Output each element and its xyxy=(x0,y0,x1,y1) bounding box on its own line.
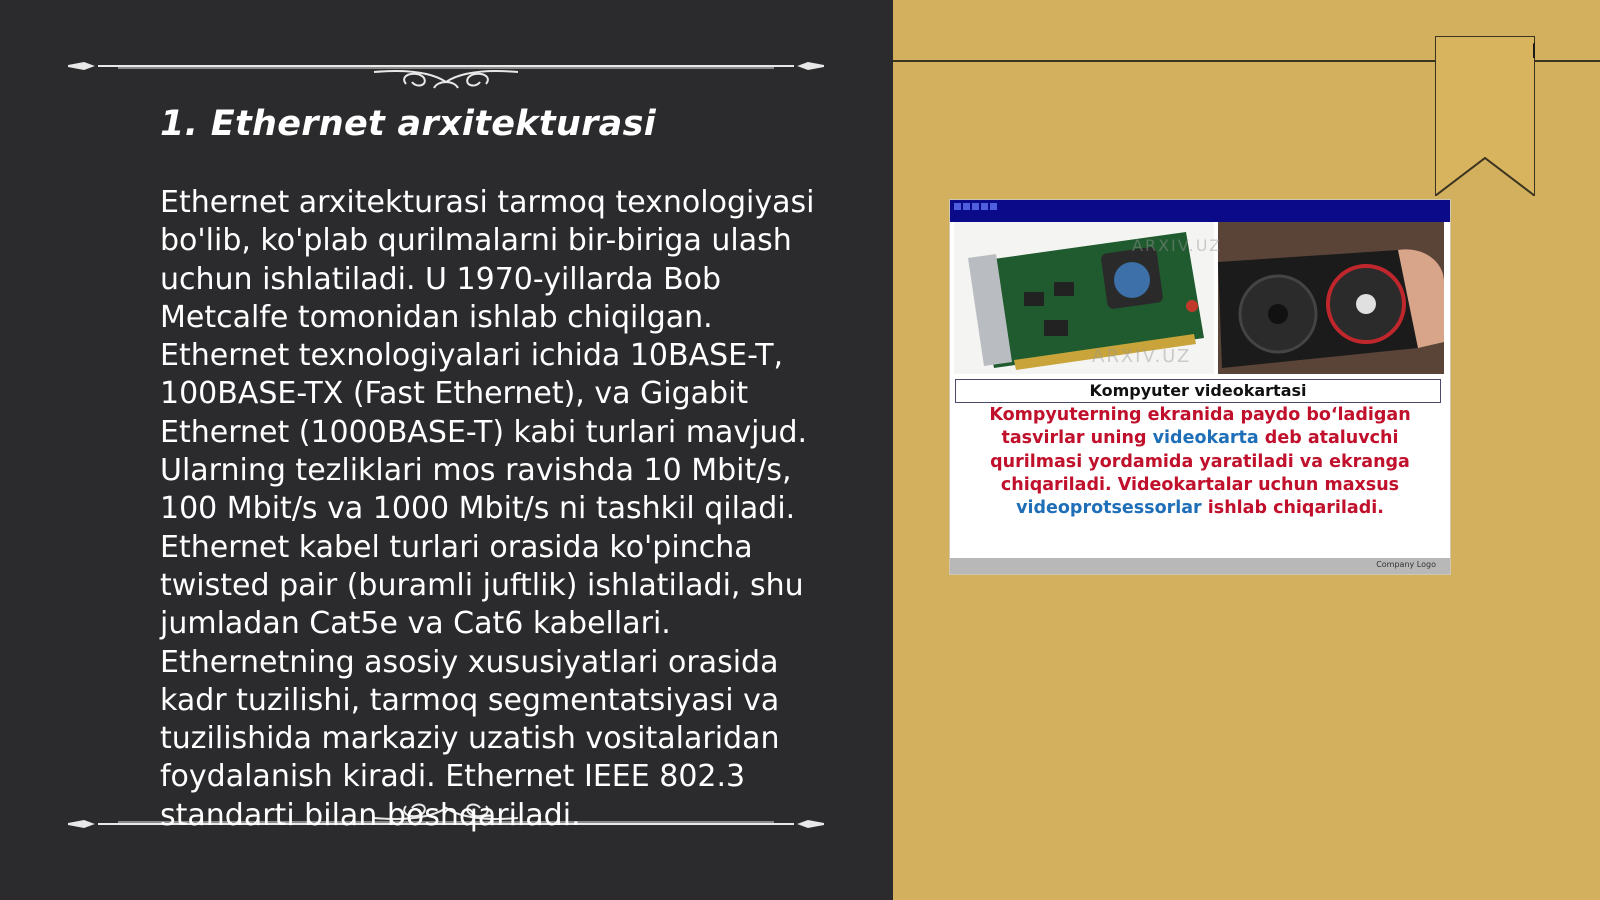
figure-caption: Kompyuter videokartasi xyxy=(955,379,1441,403)
description-highlight: videoprotsessorlar xyxy=(1016,498,1202,519)
flourish-divider-icon xyxy=(68,42,824,92)
slide-title: 1. Ethernet arxitekturasi xyxy=(160,104,657,144)
watermark-text: ARXIV.UZ xyxy=(1132,236,1223,255)
figure-header-bar xyxy=(950,200,1450,222)
company-logo-text: Company Logo xyxy=(1376,560,1436,569)
figure-footer-bar xyxy=(950,558,1450,574)
description-part: Kompyuterning ekranida paydo bo‘ladigan tasvirlar uning xyxy=(989,405,1411,449)
watermark-text: ARXIV.UZ xyxy=(1092,346,1192,367)
videocard-figure xyxy=(950,200,1450,574)
slide-body-text: Ethernet arxitekturasi tarmoq texnologiyasi bo'lib, ko'plab qurilmalarni bir-biriga ulash uchun ishlatiladi. U 1970-yillarda Bob Metcalfe tomonidan ishlab chiqilgan. Ethernet texnologiyalari ichida 10BASE-T, 100BASE-TX (Fast Ethernet), va Gigabit Ethernet (1000BASE-T) kabi turlari mavjud. Ularning tezliklari mos ravishda 10 Mbit/s, 100 Mbit/s va 1000 Mbit/s ni tashkil qiladi. Ethernet kabel turlari orasida ko'pincha twisted pair (buramli juftlik) ishlatiladi, shu jumladan Cat5e va Cat6 kabellari. Ethernetning asosiy xususiyatlari orasida kadr tuzilishi, tarmoq segmentatsiyasi va tuzilishida markaziy uzatish vositalaridan foydalanish kiradi. Ethernet IEEE 802.3 standarti bilan boshqariladi. xyxy=(160,185,815,833)
description-part: deb ataluvchi qurilmasi yordamida yaratiladi va ekranga chiqariladi. Videokartalar uchun maxsus xyxy=(990,428,1410,495)
graphics-card-photo-right xyxy=(1218,222,1444,374)
figure-description xyxy=(958,404,1442,520)
bookmark-ribbon-icon xyxy=(1435,36,1535,196)
description-part: ishlab chiqariladi. xyxy=(1201,498,1384,519)
description-highlight: videokarta xyxy=(1152,428,1259,449)
